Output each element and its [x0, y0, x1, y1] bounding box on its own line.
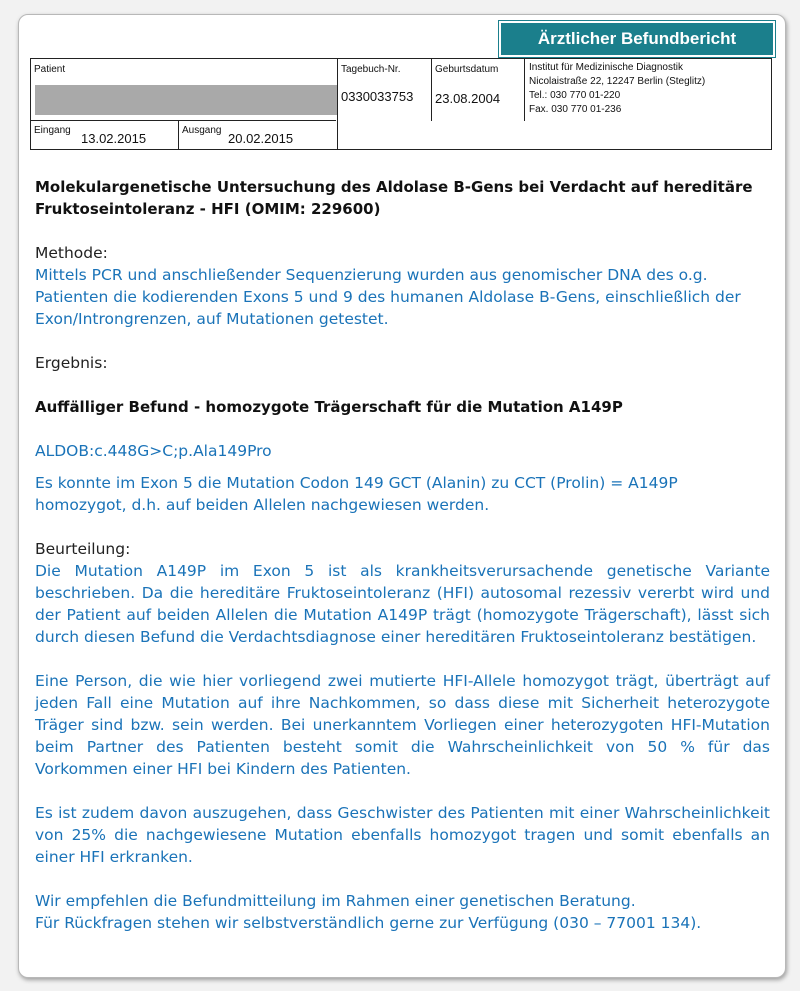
ausgang-value-cell [228, 131, 293, 146]
report-type-banner: Ärztlicher Befundbericht [499, 21, 775, 57]
ergebnis-label: Ergebnis: [35, 354, 108, 372]
report-title: Molekulargenetische Untersuchung des Aldolase B-Gens bei Verdacht auf hereditäre Fruktoseintoleranz - HFI (OMIM: 229600) [35, 178, 753, 218]
ergebnis-text: Es konnte im Exon 5 die Mutation Codon 149 GCT (Alanin) zu CCT (Prolin) = A149P homozygot, d.h. auf beiden Allelen nachgewiesen werden. [35, 474, 678, 514]
methode-label: Methode: [35, 244, 108, 262]
institute-name: Institut für Medizinische Diagnostik [529, 62, 683, 73]
header-table [30, 58, 772, 150]
eingang-value: 13.02.2015 [81, 131, 147, 146]
variant-notation: ALDOB:c.448G>C;p.Ala149Pro [35, 442, 272, 460]
institute-tel: Tel.: 030 770 01-220 [529, 90, 621, 101]
tagebuch-value: 0330033753 [341, 89, 414, 104]
inheritance-paragraph: Eine Person, die wie hier vorliegend zwei mutierte HFI-Allele homozygot trägt, überträgt auf jeden Fall eine Mutation auf ihre Nachkommen, so dass diese mit Sicherheit heterozygote Träger sind bzw. sein werden. Bei unerkanntem Vorliegen einer heterozygoten HFI-Mutation beim Partner des Patienten besteht somit die Wahrscheinlichkeit von 50 % für das Vorkommen einer HFI bei Kindern des Patienten. [35, 672, 770, 778]
divider [524, 59, 525, 121]
geburtsdatum-value-cell [435, 91, 500, 106]
divider [337, 120, 338, 150]
patient-label: Patient [34, 64, 66, 75]
redacted-patient-name [35, 85, 337, 115]
eingang-label-cell [34, 124, 71, 136]
divider [337, 59, 338, 121]
institute-fax: Fax. 030 770 01-236 [529, 104, 622, 115]
ausgang-value: 20.02.2015 [228, 131, 294, 146]
beurteilung-text: Die Mutation A149P im Exon 5 ist als krankheitsverursachende genetische Variante beschrieben. Da die hereditäre Fruktoseintoleranz (HFI) autosomal rezessiv vererbt wird und der Patient auf beiden Allelen die Mutation A149P trägt (homozygote Trägerschaft), lässt sich durch diesen Befund die Verdachtsdiagnose einer hereditären Fruktoseintoleranz bestätigen. [35, 562, 770, 646]
geburtsdatum-label: Geburtsdatum [435, 64, 499, 75]
eingang-value-cell [81, 131, 146, 146]
tagebuch-label-cell [341, 63, 400, 75]
geburtsdatum-label-cell [435, 63, 498, 75]
divider [431, 59, 432, 121]
beurteilung-label: Beurteilung: [35, 540, 131, 558]
institute-address [529, 61, 769, 117]
divider [31, 120, 336, 121]
geburtsdatum-value: 23.08.2004 [435, 91, 501, 106]
ausgang-label: Ausgang [182, 125, 222, 136]
ergebnis-heading: Auffälliger Befund - homozygote Trägerschaft für die Mutation A149P [35, 398, 623, 416]
patient-cell [34, 63, 65, 75]
closing-contact: Für Rückfragen stehen wir selbstverständlich gerne zur Verfügung (030 – 77001 134). [35, 914, 702, 932]
divider [178, 120, 179, 150]
ausgang-label-cell [182, 124, 221, 136]
methode-text: Mittels PCR und anschließender Sequenzierung wurden aus genomischer DNA des o.g. Patienten die kodierenden Exons 5 und 9 des humanen Aldolase B-Gens, einschließlich der Exon/Introngrenzen, auf Mutationen getestet. [35, 266, 741, 328]
tagebuch-label: Tagebuch-Nr. [341, 64, 401, 75]
tagebuch-value-cell [341, 89, 413, 104]
institute-street: Nicolaistraße 22, 12247 Berlin (Steglitz) [529, 76, 706, 87]
siblings-paragraph: Es ist zudem davon auszugehen, dass Geschwister des Patienten mit einer Wahrscheinlichkeit von 25% die nachgewiesene Mutation ebenfalls homozygot tragen und somit ebenfalls an einer HFI erkranken. [35, 804, 770, 866]
eingang-label: Eingang [34, 125, 71, 136]
closing-recommendation: Wir empfehlen die Befundmitteilung im Rahmen einer genetischen Beratung. [35, 892, 636, 910]
report-body [35, 176, 770, 934]
